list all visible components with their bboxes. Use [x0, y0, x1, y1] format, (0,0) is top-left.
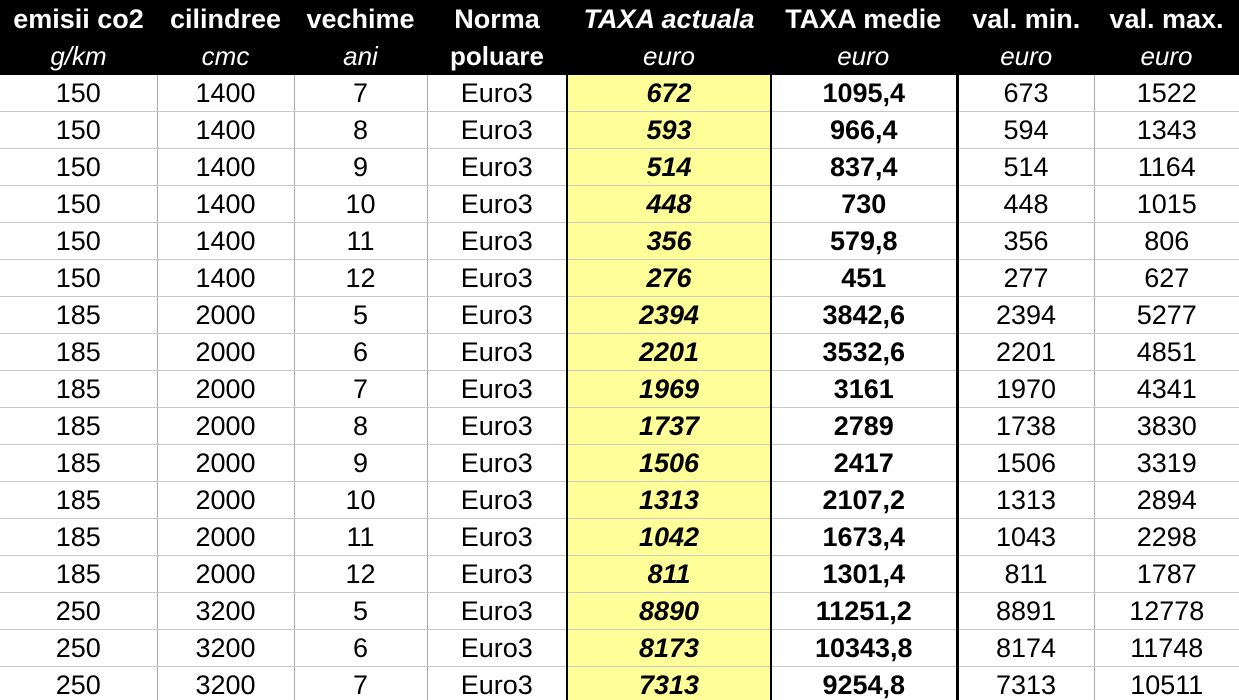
cell-emisii-co2[interactable]: 150 [0, 223, 157, 260]
cell-vechime[interactable]: 5 [294, 297, 427, 334]
cell-taxa-actuala[interactable]: 1313 [567, 482, 771, 519]
cell-val-max[interactable]: 11748 [1094, 630, 1239, 667]
cell-taxa-actuala[interactable]: 1042 [567, 519, 771, 556]
cell-emisii-co2[interactable]: 250 [0, 593, 157, 630]
unit-euro-val-min[interactable]: euro [957, 38, 1094, 75]
cell-emisii-co2[interactable]: 150 [0, 112, 157, 149]
cell-val-min[interactable]: 277 [957, 260, 1094, 297]
cell-taxa-medie[interactable]: 730 [771, 186, 957, 223]
cell-taxa-actuala[interactable]: 448 [567, 186, 771, 223]
cell-taxa-medie[interactable]: 579,8 [771, 223, 957, 260]
cell-taxa-medie[interactable]: 11251,2 [771, 593, 957, 630]
header-taxa-actuala[interactable]: TAXA actuala [567, 0, 771, 38]
cell-val-max[interactable]: 806 [1094, 223, 1239, 260]
cell-val-min[interactable]: 8174 [957, 630, 1094, 667]
header-vechime[interactable]: vechime [294, 0, 427, 38]
cell-cilindree[interactable]: 2000 [157, 334, 294, 371]
cell-vechime[interactable]: 9 [294, 149, 427, 186]
cell-norma[interactable]: Euro3 [427, 408, 567, 445]
table-row [0, 593, 1239, 630]
cell-emisii-co2[interactable]: 150 [0, 186, 157, 223]
cell-norma[interactable]: Euro3 [427, 297, 567, 334]
cell-taxa-actuala[interactable]: 1506 [567, 445, 771, 482]
cell-emisii-co2[interactable]: 185 [0, 519, 157, 556]
table-row [0, 260, 1239, 297]
cell-vechime[interactable]: 12 [294, 260, 427, 297]
cell-val-min[interactable]: 7313 [957, 667, 1094, 700]
cell-val-max[interactable]: 3830 [1094, 408, 1239, 445]
cell-val-max[interactable]: 3319 [1094, 445, 1239, 482]
cell-taxa-actuala[interactable]: 672 [567, 75, 771, 112]
cell-taxa-actuala[interactable]: 1737 [567, 408, 771, 445]
cell-taxa-actuala[interactable]: 593 [567, 112, 771, 149]
cell-val-max[interactable]: 2298 [1094, 519, 1239, 556]
cell-val-min[interactable]: 673 [957, 75, 1094, 112]
cell-vechime[interactable]: 8 [294, 112, 427, 149]
cell-val-min[interactable]: 1738 [957, 408, 1094, 445]
cell-norma[interactable]: Euro3 [427, 556, 567, 593]
header-poluare[interactable]: poluare [427, 38, 567, 75]
cell-cilindree[interactable]: 2000 [157, 556, 294, 593]
cell-vechime[interactable]: 11 [294, 519, 427, 556]
header-emisii-co2[interactable]: emisii co2 [0, 0, 157, 38]
cell-val-max[interactable]: 10511 [1094, 667, 1239, 700]
cell-taxa-actuala[interactable]: 811 [567, 556, 771, 593]
table-row [0, 482, 1239, 519]
unit-g-km[interactable]: g/km [0, 38, 157, 75]
cell-vechime[interactable]: 5 [294, 593, 427, 630]
cell-val-min[interactable]: 594 [957, 112, 1094, 149]
table-row [0, 408, 1239, 445]
cell-taxa-medie[interactable]: 10343,8 [771, 630, 957, 667]
table-row [0, 519, 1239, 556]
unit-euro-val-max[interactable]: euro [1094, 38, 1239, 75]
cell-vechime[interactable]: 11 [294, 223, 427, 260]
cell-norma[interactable]: Euro3 [427, 445, 567, 482]
cell-taxa-medie[interactable]: 2107,2 [771, 482, 957, 519]
cell-taxa-actuala[interactable]: 2201 [567, 334, 771, 371]
table-body [0, 75, 1239, 700]
cell-taxa-actuala[interactable]: 276 [567, 260, 771, 297]
cell-taxa-medie[interactable]: 451 [771, 260, 957, 297]
cell-taxa-medie[interactable]: 1301,4 [771, 556, 957, 593]
cell-norma[interactable]: Euro3 [427, 630, 567, 667]
cell-norma[interactable]: Euro3 [427, 260, 567, 297]
cell-taxa-actuala[interactable]: 514 [567, 149, 771, 186]
cell-cilindree[interactable]: 2000 [157, 482, 294, 519]
cell-cilindree[interactable]: 1400 [157, 75, 294, 112]
cell-norma[interactable]: Euro3 [427, 519, 567, 556]
cell-taxa-medie[interactable]: 3532,6 [771, 334, 957, 371]
cell-vechime[interactable]: 6 [294, 630, 427, 667]
cell-cilindree[interactable]: 1400 [157, 260, 294, 297]
cell-val-min[interactable]: 2394 [957, 297, 1094, 334]
cell-cilindree[interactable]: 2000 [157, 408, 294, 445]
cell-emisii-co2[interactable]: 250 [0, 667, 157, 700]
cell-val-max[interactable]: 1787 [1094, 556, 1239, 593]
cell-vechime[interactable]: 7 [294, 667, 427, 700]
cell-val-max[interactable]: 1164 [1094, 149, 1239, 186]
cell-val-min[interactable]: 1313 [957, 482, 1094, 519]
table-row [0, 667, 1239, 700]
cell-norma[interactable]: Euro3 [427, 223, 567, 260]
cell-taxa-medie[interactable]: 1673,4 [771, 519, 957, 556]
table-row [0, 112, 1239, 149]
cell-emisii-co2[interactable]: 185 [0, 445, 157, 482]
cell-cilindree[interactable]: 1400 [157, 149, 294, 186]
table-row [0, 630, 1239, 667]
cell-norma[interactable]: Euro3 [427, 371, 567, 408]
cell-val-min[interactable]: 8891 [957, 593, 1094, 630]
header-val-min[interactable]: val. min. [957, 0, 1094, 38]
cell-cilindree[interactable]: 2000 [157, 445, 294, 482]
cell-val-max[interactable]: 1343 [1094, 112, 1239, 149]
cell-norma[interactable]: Euro3 [427, 667, 567, 700]
header-row-titles [0, 0, 1239, 38]
cell-emisii-co2[interactable]: 150 [0, 260, 157, 297]
cell-emisii-co2[interactable]: 185 [0, 482, 157, 519]
cell-norma[interactable]: Euro3 [427, 593, 567, 630]
header-row-units [0, 38, 1239, 75]
cell-taxa-medie[interactable]: 1095,4 [771, 75, 957, 112]
cell-cilindree[interactable]: 1400 [157, 186, 294, 223]
cell-taxa-medie[interactable]: 3161 [771, 371, 957, 408]
header-norma[interactable]: Norma [427, 0, 567, 38]
cell-val-max[interactable]: 4341 [1094, 371, 1239, 408]
cell-cilindree[interactable]: 1400 [157, 112, 294, 149]
cell-val-max[interactable]: 2894 [1094, 482, 1239, 519]
header-val-max[interactable]: val. max. [1094, 0, 1239, 38]
cell-taxa-actuala[interactable]: 8890 [567, 593, 771, 630]
cell-taxa-medie[interactable]: 9254,8 [771, 667, 957, 700]
cell-vechime[interactable]: 7 [294, 75, 427, 112]
table-row [0, 186, 1239, 223]
unit-cmc[interactable]: cmc [157, 38, 294, 75]
cell-vechime[interactable]: 9 [294, 445, 427, 482]
cell-val-min[interactable]: 1506 [957, 445, 1094, 482]
cell-taxa-actuala[interactable]: 7313 [567, 667, 771, 700]
cell-cilindree[interactable]: 2000 [157, 297, 294, 334]
cell-val-min[interactable]: 811 [957, 556, 1094, 593]
header-cilindree[interactable]: cilindree [157, 0, 294, 38]
cell-val-max[interactable]: 1522 [1094, 75, 1239, 112]
cell-cilindree[interactable]: 2000 [157, 519, 294, 556]
cell-taxa-actuala[interactable]: 2394 [567, 297, 771, 334]
table-row [0, 371, 1239, 408]
cell-vechime[interactable]: 6 [294, 334, 427, 371]
cell-val-max[interactable]: 12778 [1094, 593, 1239, 630]
cell-taxa-actuala[interactable]: 1969 [567, 371, 771, 408]
table-row [0, 75, 1239, 112]
cell-vechime[interactable]: 8 [294, 408, 427, 445]
cell-norma[interactable]: Euro3 [427, 75, 567, 112]
cell-emisii-co2[interactable]: 185 [0, 297, 157, 334]
cell-val-max[interactable]: 627 [1094, 260, 1239, 297]
cell-taxa-medie[interactable]: 2789 [771, 408, 957, 445]
cell-cilindree[interactable]: 1400 [157, 223, 294, 260]
cell-emisii-co2[interactable]: 250 [0, 630, 157, 667]
cell-emisii-co2[interactable]: 185 [0, 371, 157, 408]
cell-val-max[interactable]: 5277 [1094, 297, 1239, 334]
cell-taxa-actuala[interactable]: 8173 [567, 630, 771, 667]
table-header [0, 0, 1239, 75]
unit-ani[interactable]: ani [294, 38, 427, 75]
cell-val-min[interactable]: 514 [957, 149, 1094, 186]
cell-emisii-co2[interactable]: 150 [0, 75, 157, 112]
header-taxa-medie[interactable]: TAXA medie [771, 0, 957, 38]
cell-taxa-medie[interactable]: 966,4 [771, 112, 957, 149]
table-row [0, 297, 1239, 334]
table-row [0, 223, 1239, 260]
cell-norma[interactable]: Euro3 [427, 149, 567, 186]
cell-emisii-co2[interactable]: 185 [0, 334, 157, 371]
cell-vechime[interactable]: 12 [294, 556, 427, 593]
cell-taxa-actuala[interactable]: 356 [567, 223, 771, 260]
cell-vechime[interactable]: 7 [294, 371, 427, 408]
table-row [0, 149, 1239, 186]
cell-cilindree[interactable]: 3200 [157, 667, 294, 700]
unit-euro-taxa-actuala[interactable]: euro [567, 38, 771, 75]
cell-val-min[interactable]: 356 [957, 223, 1094, 260]
cell-taxa-medie[interactable]: 837,4 [771, 149, 957, 186]
unit-euro-taxa-medie[interactable]: euro [771, 38, 957, 75]
cell-cilindree[interactable]: 2000 [157, 371, 294, 408]
cell-vechime[interactable]: 10 [294, 186, 427, 223]
table-row [0, 556, 1239, 593]
cell-val-min[interactable]: 1970 [957, 371, 1094, 408]
cell-vechime[interactable]: 10 [294, 482, 427, 519]
cell-norma[interactable]: Euro3 [427, 112, 567, 149]
cell-norma[interactable]: Euro3 [427, 334, 567, 371]
cell-norma[interactable]: Euro3 [427, 186, 567, 223]
cell-val-min[interactable]: 1043 [957, 519, 1094, 556]
cell-emisii-co2[interactable]: 185 [0, 408, 157, 445]
cell-taxa-medie[interactable]: 2417 [771, 445, 957, 482]
cell-val-min[interactable]: 448 [957, 186, 1094, 223]
table-row [0, 334, 1239, 371]
cell-norma[interactable]: Euro3 [427, 482, 567, 519]
cell-val-max[interactable]: 1015 [1094, 186, 1239, 223]
cell-taxa-medie[interactable]: 3842,6 [771, 297, 957, 334]
table-row [0, 445, 1239, 482]
cell-val-min[interactable]: 2201 [957, 334, 1094, 371]
cell-cilindree[interactable]: 3200 [157, 593, 294, 630]
cell-emisii-co2[interactable]: 185 [0, 556, 157, 593]
cell-emisii-co2[interactable]: 150 [0, 149, 157, 186]
cell-cilindree[interactable]: 3200 [157, 630, 294, 667]
cell-val-max[interactable]: 4851 [1094, 334, 1239, 371]
